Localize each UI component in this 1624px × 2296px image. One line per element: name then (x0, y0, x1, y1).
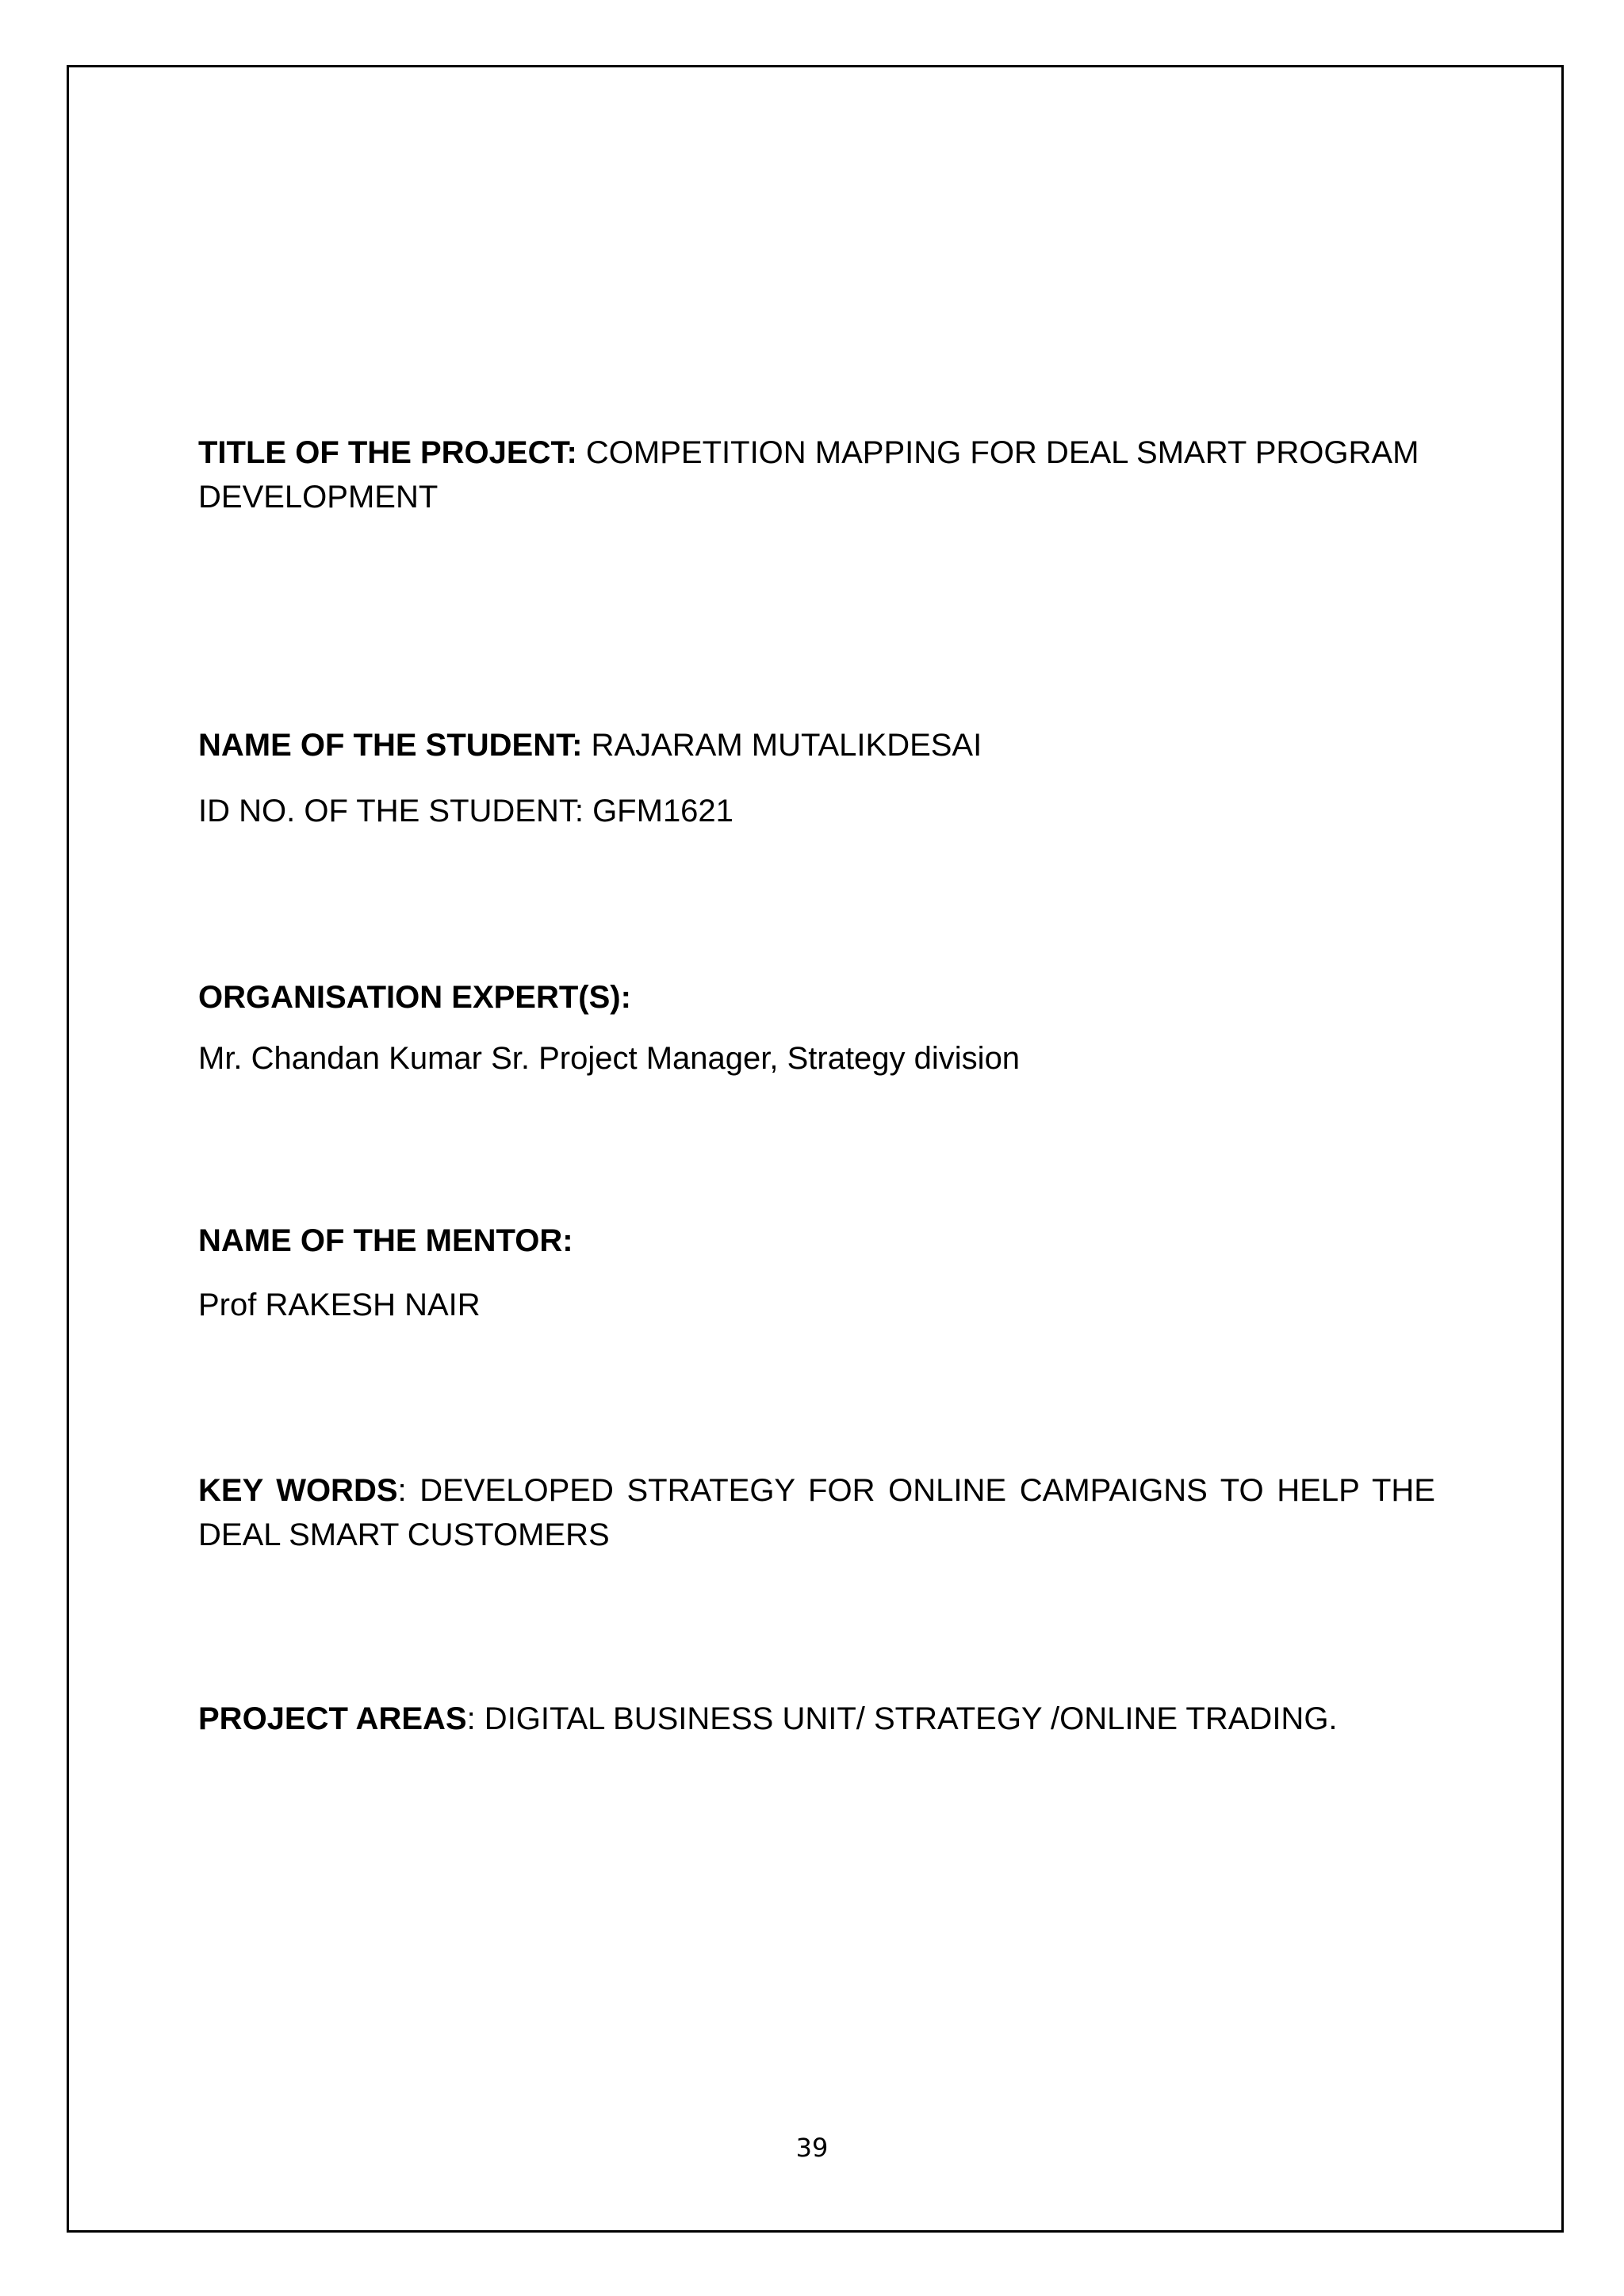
mentor-line (198, 1283, 1435, 1327)
student-name-label: NAME OF THE STUDENT: (198, 728, 583, 763)
organisation-experts-label: ORGANISATION EXPERT(S): (198, 980, 631, 1015)
project-areas-section (198, 1697, 1435, 1741)
student-name-section (198, 723, 1435, 767)
student-id-line (198, 789, 1435, 833)
keywords-label: KEY WORDS (198, 1473, 398, 1508)
page-number: 39 (795, 2133, 829, 2163)
keywords-value: : DEVELOPED STRATEGY FOR ONLINE CAMPAIGNS TO HELP THE DEAL SMART CUSTOMERS (198, 1473, 1435, 1552)
mentor-heading (198, 1219, 1435, 1263)
organisation-experts-value: Mr. Chandan Kumar Sr. Project Manager, Strategy division (198, 1041, 1021, 1076)
project-title-label: TITLE OF THE PROJECT: (198, 435, 577, 470)
project-title-section (198, 430, 1435, 519)
organisation-experts-heading (198, 975, 1435, 1020)
student-name-value: RAJARAM MUTALIKDESAI (582, 728, 982, 763)
project-title-value: COMPETITION MAPPING FOR DEAL SMART PROGRAM DEVELOPMENT (198, 435, 1419, 515)
page-border (67, 65, 1564, 2233)
keywords-section (198, 1468, 1435, 1557)
mentor-value: Prof RAKESH NAIR (198, 1288, 481, 1322)
student-id-text: ID NO. OF THE STUDENT: GFM1621 (198, 794, 733, 828)
organisation-experts-line (198, 1036, 1435, 1081)
mentor-label: NAME OF THE MENTOR: (198, 1223, 573, 1258)
project-areas-label: PROJECT AREAS (198, 1701, 467, 1736)
project-areas-value: : DIGITAL BUSINESS UNIT/ STRATEGY /ONLINE TRADING. (466, 1701, 1338, 1736)
